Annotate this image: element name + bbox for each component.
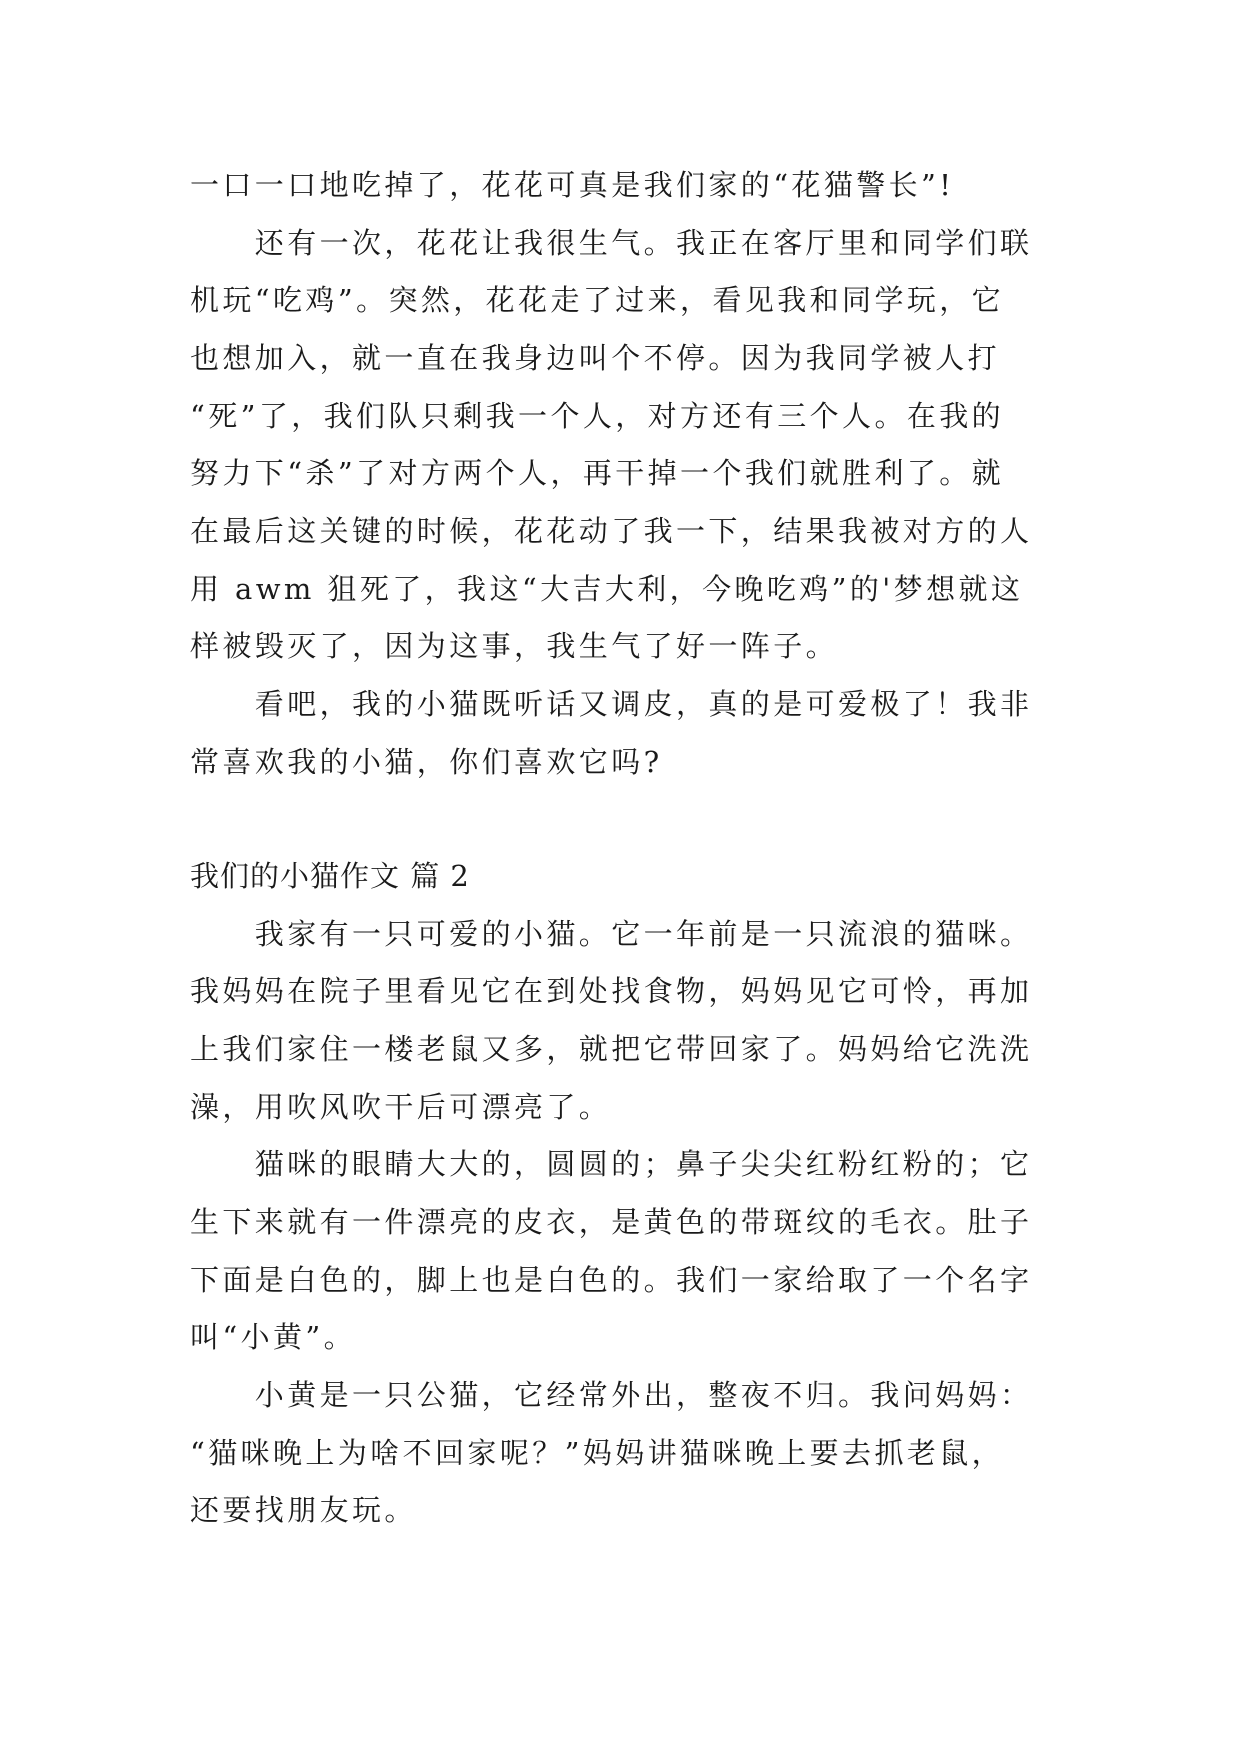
- text-line: 生下来就有一件漂亮的皮衣，是黄色的带斑纹的毛衣。肚子: [190, 1205, 1033, 1239]
- text-line: 也想加入，就一直在我身边叫个不停。因为我同学被人打: [190, 341, 1001, 375]
- text-line: 我家有一只可爱的小猫。它一年前是一只流浪的猫咪。: [190, 917, 1033, 951]
- text-line: 我妈妈在院子里看见它在到处找食物，妈妈见它可怜，再加: [190, 974, 1033, 1008]
- text-line: 机玩“吃鸡”。突然，花花走了过来，看见我和同学玩，它: [190, 283, 1005, 317]
- text-line: 常喜欢我的小猫，你们喜欢它吗?: [190, 745, 663, 779]
- section-heading: 我们的小猫作文 篇 2: [190, 859, 470, 893]
- text-line: 叫“小黄”。: [190, 1320, 357, 1354]
- text-line: 看吧，我的小猫既听话又调皮，真的是可爱极了！我非: [190, 687, 1033, 721]
- text-line: 猫咪的眼睛大大的，圆圆的；鼻子尖尖红粉红粉的；它: [190, 1147, 1033, 1181]
- text-line: 努力下“杀”了对方两个人，再干掉一个我们就胜利了。就: [190, 456, 1005, 490]
- text-line: 用 awm 狙死了，我这“大吉大利，今晚吃鸡”的'梦想就这: [190, 572, 1024, 606]
- text-line: 还有一次，花花让我很生气。我正在客厅里和同学们联: [190, 226, 1033, 260]
- text-line: 一口一口地吃掉了，花花可真是我们家的“花猫警长”!: [190, 168, 955, 202]
- text-line: 在最后这关键的时候，花花动了我一下，结果我被对方的人: [190, 514, 1033, 548]
- text-line: 澡，用吹风吹干后可漂亮了。: [190, 1090, 612, 1124]
- text-line: 还要找朋友玩。: [190, 1493, 417, 1527]
- text-line: “死”了，我们队只剩我一个人，对方还有三个人。在我的: [190, 399, 1005, 433]
- text-line: 下面是白色的，脚上也是白色的。我们一家给取了一个名字: [190, 1263, 1033, 1297]
- text-line: 小黄是一只公猫，它经常外出，整夜不归。我问妈妈：: [190, 1378, 1033, 1412]
- text-line: 样被毁灭了，因为这事，我生气了好一阵子。: [190, 629, 839, 663]
- text-line: “猫咪晚上为啥不回家呢？”妈妈讲猫咪晚上要去抓老鼠，: [190, 1436, 1005, 1470]
- text-line: 上我们家住一楼老鼠又多，就把它带回家了。妈妈给它洗洗: [190, 1032, 1033, 1066]
